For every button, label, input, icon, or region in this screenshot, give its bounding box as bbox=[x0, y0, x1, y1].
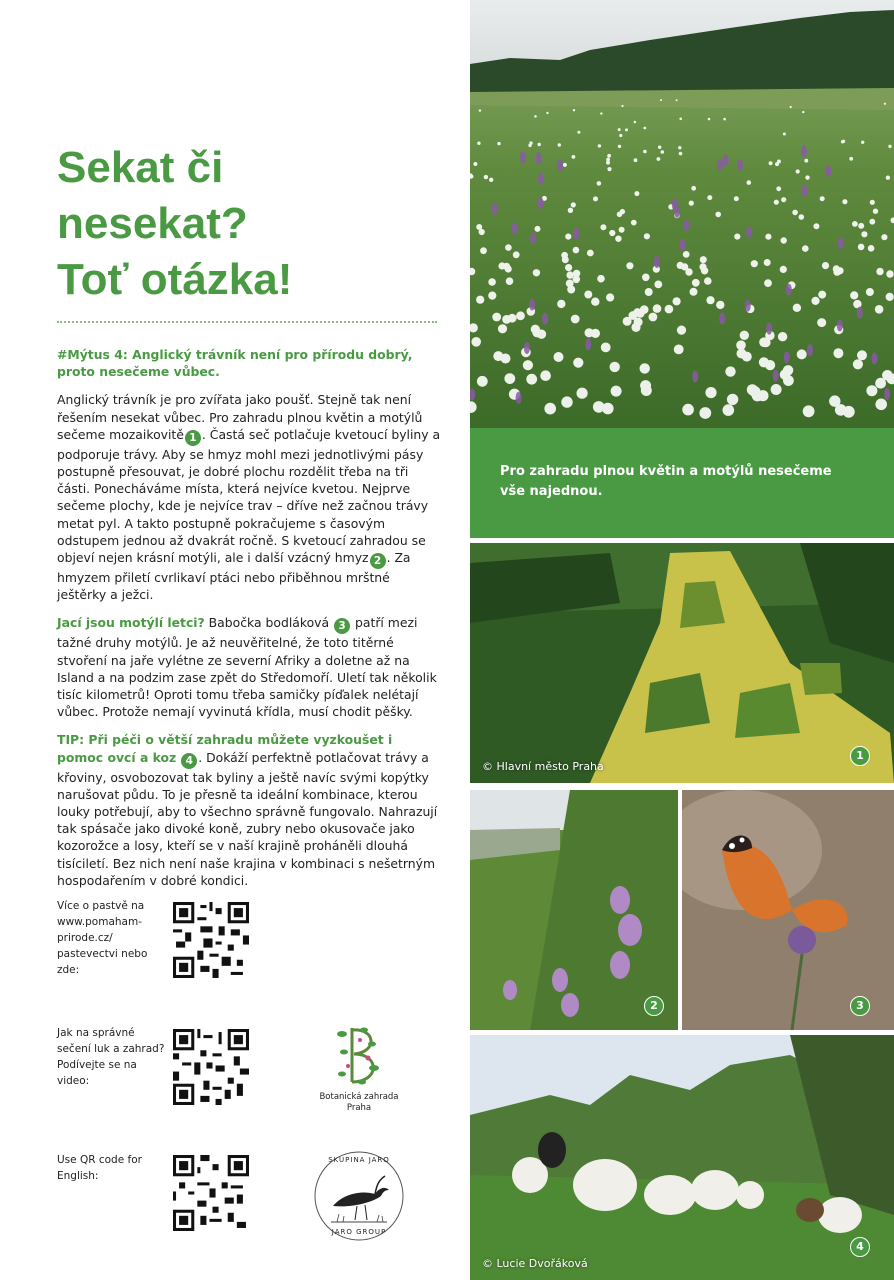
botanic-leaf-b-icon bbox=[318, 1022, 400, 1088]
credit-photo-4: © Lucie Dvořáková bbox=[482, 1257, 588, 1270]
banner-text: Pro zahradu plnou květin a motýlů nesečeme vše najednou. bbox=[500, 464, 832, 499]
article-body bbox=[57, 346, 442, 900]
title-line-1: Sekat či bbox=[57, 143, 224, 192]
jaro-logo-top-text: SKUPINA JARO bbox=[328, 1156, 390, 1164]
aerial-mosaic-mowing-photo bbox=[470, 543, 894, 783]
myth-heading: #Mýtus 4: Anglický trávník není pro přírodu dobrý, proto nesečeme vůbec. bbox=[57, 347, 413, 380]
ref-badge-1: 1 bbox=[185, 430, 201, 446]
credit-photo-1: © Hlavní město Praha bbox=[482, 760, 604, 773]
tip-lead: TIP: Při péči o větší zahradu můžete vyzkoušet i pomoc ovcí a koz bbox=[57, 732, 393, 765]
page-title bbox=[57, 140, 437, 308]
qr-code-grazing[interactable] bbox=[173, 902, 249, 978]
title-line-2: nesekat? bbox=[57, 199, 248, 248]
ref-badge-2: 2 bbox=[370, 553, 386, 569]
qr-code-english[interactable] bbox=[173, 1155, 249, 1231]
photo-badge-3: 3 bbox=[850, 996, 870, 1016]
qr-caption-grazing: Více o pastvě na www.pomaham-prirode.cz/ pastevectvi nebo zde: bbox=[57, 900, 148, 976]
qr-code-mowing-video[interactable] bbox=[173, 1029, 249, 1105]
myth-text-1: Anglický trávník je pro zvířata jako poušť. Stejně tak není řešením nesekat vůbec. Pro zahradu plnou květin a motýlů sečeme mozaikovitě bbox=[57, 392, 423, 442]
ref-badge-4: 4 bbox=[181, 753, 197, 769]
dotted-divider bbox=[57, 321, 437, 323]
photo-badge-2: 2 bbox=[644, 996, 664, 1016]
painted-lady-butterfly-photo bbox=[682, 790, 894, 1030]
tip-text: . Dokáží perfektně potlačovat trávy a křoviny, osvobozovat tak byliny a ještě navíc svými kopýtky narušovat půdu. To je přesně ta ideální kombinace, kterou louky potřebují, aby to všechno správně fungovalo. Nahrazují tak spásače jako divoké koně, zubry nebo okusovače jako kozorožce a losy, kteří se v naší krajině proháněli dlouhá tisíciletí. Bez nich není naše krajina v kombinaci s nešetrným hospodařením v dobré kondici. bbox=[57, 749, 438, 888]
butterfly-lead: Jací jsou motýlí letci? bbox=[57, 615, 205, 631]
botanic-garden-logo bbox=[318, 1022, 400, 1114]
photo-badge-4: 4 bbox=[850, 1237, 870, 1257]
meadow-photo bbox=[470, 0, 894, 428]
qr-caption-english: Use QR code for English: bbox=[57, 1154, 142, 1182]
qr-caption-mowing-video: Jak na správné sečení luk a zahrad? Podívejte se na video: bbox=[57, 1027, 165, 1087]
botanic-garden-label: Botanická zahrada Praha bbox=[319, 1092, 399, 1113]
photo-column bbox=[470, 0, 894, 1280]
tip-paragraph bbox=[57, 731, 442, 889]
jaro-logo-bottom-text: JARO GROUP bbox=[331, 1228, 387, 1236]
skupina-jaro-logo bbox=[313, 1150, 405, 1242]
title-line-3: Toť otázka! bbox=[57, 255, 293, 304]
ref-badge-3: 3 bbox=[334, 618, 350, 634]
myth-text-3: . Za hmyzem přiletí cvrlikaví ptáci nebo přiběhnou mrštné ještěrky a ježci. bbox=[57, 550, 411, 603]
myth-text-2: . Častá seč potlačuje kvetoucí byliny a podporuje trávy. Aby se hmyz mohl mezi jednotlivými pásy postupně přesouvat, je dobré plochu rozdělit třeba na tři části. Ponecháváme místa, která nejvíce kvetou. Nejprve sečeme plochy, kde je nejvíce trav – dříve než začnou trávy metat pyl. A takto postupně pokračujeme s časovým odstupem jednou až dvakrát ročně. S kvetoucí zahradou se objeví nejen krásní motýli, ale i další vzácný hmyz bbox=[57, 426, 441, 566]
butterfly-text-1: Babočka bodláková bbox=[204, 615, 330, 631]
goats-grazing-photo bbox=[470, 1035, 894, 1280]
myth-paragraph bbox=[57, 391, 442, 603]
photo-badge-1: 1 bbox=[850, 746, 870, 766]
butterfly-paragraph bbox=[57, 614, 442, 720]
butterfly-text-2: patří mezi tažné druhy motýlů. Je až neuvěřitelné, že toto titěrné stvoření na jaře vylétne ze severní Afriky a doletne až na Island a na podzim zase zpět do Středomoří. Uletí tak několik tisíc kilometrů! Oproti tomu třeba samičky píďalek nelétají vůbec. Protože nemají vyvinutá křídla, musí chodit pěšky. bbox=[57, 615, 437, 720]
green-banner bbox=[470, 428, 894, 538]
hillside-flowers-photo bbox=[470, 790, 678, 1030]
